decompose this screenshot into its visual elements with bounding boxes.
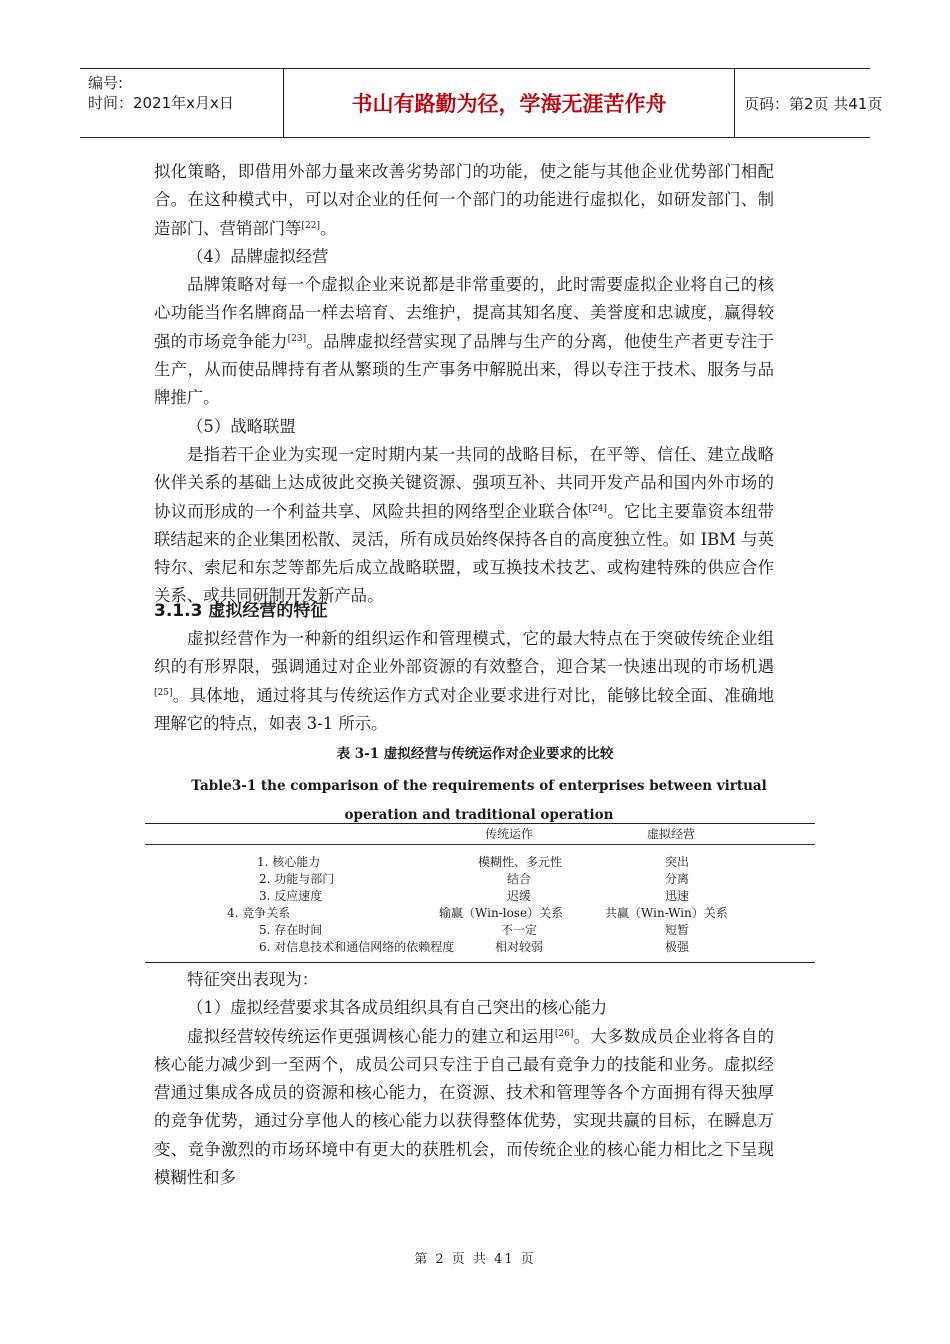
col-header-traditional: 传统运作 <box>485 827 534 841</box>
subheading-brand: （4）品牌虚拟经营 <box>187 246 329 266</box>
header-meta <box>80 69 284 137</box>
table-caption-en: Table3-1 the comparison of the requirements of enterprises between virtual operation and traditional operation <box>191 778 767 823</box>
citation: [24] <box>588 503 607 514</box>
body-text <box>154 158 774 611</box>
section-title: 3.1.3 虚拟经营的特征 <box>154 601 328 621</box>
header-page-info: 页码：第2页 共41页 <box>744 94 883 113</box>
paragraph: 品牌策略对每一个虚拟企业来说都是非常重要的，此时需要虚拟企业将自己的核心功能当作名牌商品一样去培育、去维护，提高其知名度、美誉度和忠诚度，赢得较强的市场竞争能力[23]。品牌虚拟经营实现了品牌与生产的分离，他使生产者更专注于生产，从而使品牌持有者从繁琐的生产事务中解脱出来，得以专注于技术、服务与品牌推广。 <box>154 275 775 408</box>
table-caption-cn: 表 3-1 虚拟经营与传统运作对企业要求的比较 <box>336 746 614 762</box>
paragraph: 是指若干企业为实现一定时期内某一共同的战略目标，在平等、信任、建立战略伙伴关系的基础上达成彼此交换关键资源、强项互补、共同开发产品和国内外市场的协议而形成的一个利益共享、风险共担的网络型企业联合体[24]。它比主要靠资本纽带联结起来的企业集团松散、灵活，所有成员始终保持各自的高度独立性。如 IBM 与英特尔、索尼和东芝等都先后成立战略联盟，或互换技术技艺、或构建特殊的供应合作关系、或共同研制开发新产品。 <box>154 444 775 606</box>
table-row: 2. 功能与部门 结合 分离 <box>259 872 690 886</box>
subheading-alliance: （5）战略联盟 <box>187 416 296 436</box>
page-footer: 第 2 页 共 41 页 <box>414 1252 536 1267</box>
header-motto: 书山有路勤为径，学海无涯苦作舟 <box>284 69 735 137</box>
citation: [26] <box>554 1028 574 1039</box>
table-row: 3. 反应速度 迟缓 迅速 <box>259 889 690 903</box>
table-row: 1. 核心能力 模糊性、多元性 突出 <box>257 855 690 869</box>
table-row: 5. 存在时间 不一定 短暂 <box>259 923 690 937</box>
body-text <box>154 966 774 1192</box>
table-rule <box>145 844 815 845</box>
paragraph: 虚拟经营作为一种新的组织运作和管理模式，它的最大特点在于突破传统企业组织的有形界限，强调通过对企业外部资源的有效整合，迎合某一快速出现的市场机遇[25]。具体地，通过将其与传统运作方式对企业要求进行对比，能够比较全面、准确地理解它的特点，如表 3-1 所示。 <box>154 629 774 733</box>
citation: [23] <box>287 333 307 344</box>
col-header-virtual: 虚拟经营 <box>647 827 696 841</box>
body-text <box>154 625 774 738</box>
table-rule <box>145 823 815 824</box>
table-row: 4. 竞争关系 输赢（Win-lose）关系 共赢（Win-Win）关系 <box>227 906 728 920</box>
citation: [22] <box>301 220 320 231</box>
table-rule <box>145 962 815 963</box>
citation: [25] <box>154 687 173 698</box>
paragraph: 虚拟经营较传统运作更强调核心能力的建立和运用[26]。大多数成员企业将各自的核心能力减少到一至两个，成员公司只专注于自己最有竞争力的技能和业务。虚拟经营通过集成各成员的资源和核心能力，在资源、技术和管理等各个方面拥有得天独厚的竞争优势，通过分享他人的核心能力以获得整体优势，实现共赢的目标，在瞬息万变、竞争激烈的市场环境中有更大的获胜机会，而传统企业的核心能力相比之下呈现模糊性和多 <box>154 1026 775 1188</box>
paragraph: 拟化策略，即借用外部力量来改善劣势部门的功能，使之能与其他企业优势部门相配合。在这种模式中，可以对企业的任何一个部门的功能进行虚拟化，如研发部门、制造部门、营销部门等[22]。 <box>154 162 774 238</box>
paragraph: 特征突出表现为： <box>187 970 319 989</box>
table-row: 6. 对信息技术和通信网络的依赖程度 相对较弱 极强 <box>259 940 690 954</box>
page-header <box>80 68 883 138</box>
number-label: 编号: <box>88 74 124 92</box>
subheading-core: （1）虚拟经营要求其各成员组织具有自己突出的核心能力 <box>187 998 608 1018</box>
time-label: 时间：2021年x月x日 <box>88 94 234 112</box>
